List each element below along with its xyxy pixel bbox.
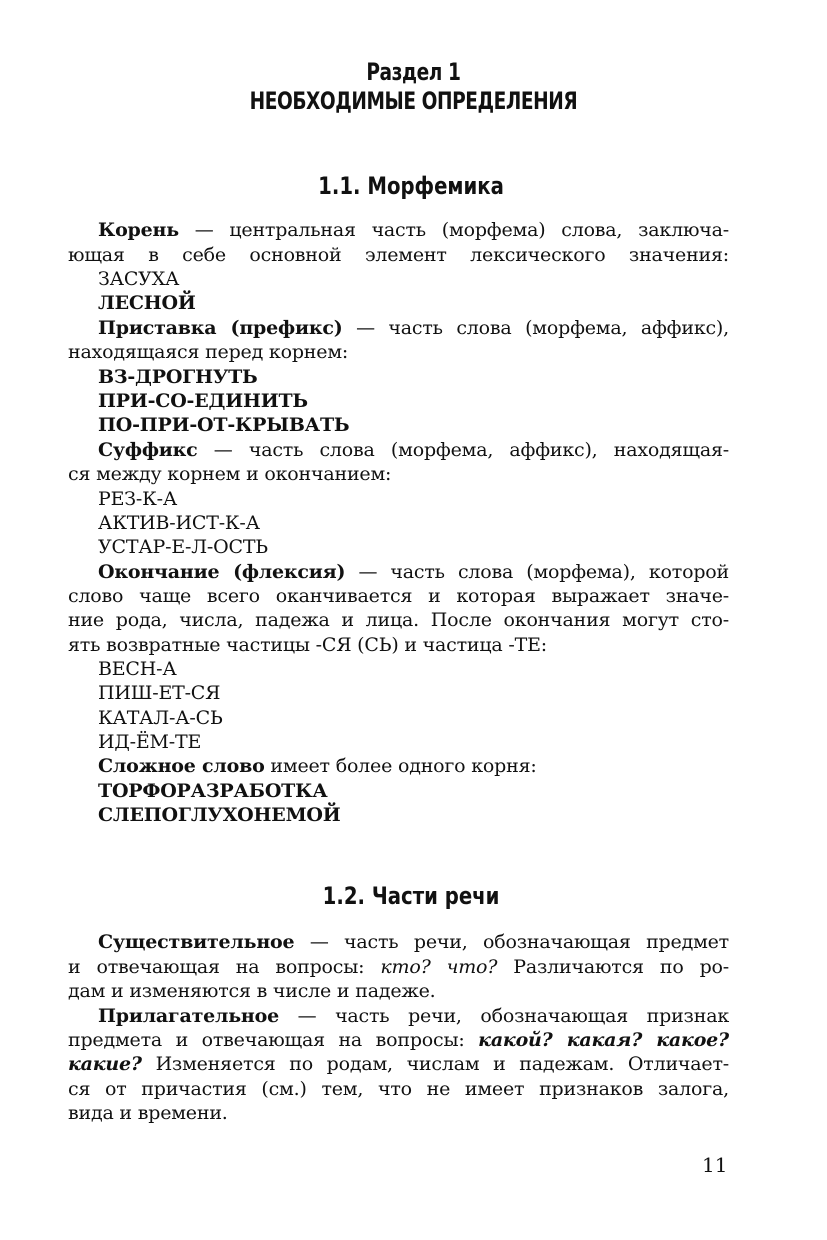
definition-line: ющая в себе основной элемент лексического значения: xyxy=(68,244,729,266)
example-word: КАТАЛ-А-СЬ xyxy=(98,707,223,729)
definition-text: — часть речи, обозначающая признак xyxy=(279,1005,729,1027)
example-word: ИД-ЁМ-ТЕ xyxy=(98,731,202,753)
definition-text: и отвечающая на вопросы: xyxy=(68,956,381,978)
question-text: какой? какая? какое? xyxy=(478,1029,729,1051)
term-noun: Существительное xyxy=(98,931,295,953)
definition-text: — центральная часть (морфема) слова, заключа- xyxy=(178,219,729,241)
subsection-heading-parts-of-speech: 1.2. Части речи xyxy=(322,882,500,910)
definition-text: имеет более одного корня: xyxy=(264,755,537,777)
definition-text: — часть слова (морфема, аффикс), xyxy=(342,317,729,339)
question-text: какие? xyxy=(68,1053,142,1075)
example-word: ПО-ПРИ-ОТ-КРЫВАТЬ xyxy=(98,414,350,436)
definition-line xyxy=(68,1028,729,1052)
suffix-definition-line xyxy=(98,438,729,462)
example-word: ЛЕСНОЙ xyxy=(98,292,196,314)
definition-text: — часть слова (морфема), которой xyxy=(345,561,730,583)
term-adjective: Прилагательное xyxy=(98,1005,280,1027)
example-word: УСТАР-Е-Л-ОСТЬ xyxy=(98,536,268,558)
definition-line xyxy=(68,1052,729,1076)
page-number: 11 xyxy=(702,1153,728,1177)
term-compound: Сложное слово xyxy=(98,755,265,777)
adjective-definition-line xyxy=(98,1004,729,1028)
example-word: ПРИ-СО-ЕДИНИТЬ xyxy=(98,390,308,412)
section-label: Раздел 1 xyxy=(366,58,461,86)
definition-line xyxy=(68,955,729,979)
noun-definition-line xyxy=(98,930,729,954)
definition-line: находящаяся перед корнем: xyxy=(68,341,349,363)
definition-text: предмета и отвечающая на вопросы: xyxy=(68,1029,479,1051)
example-word: ВЕСН-А xyxy=(98,658,177,680)
definition-text: — часть речи, обозначающая предмет xyxy=(294,931,729,953)
root-definition-line xyxy=(98,218,729,242)
definition-text: Различаются по ро- xyxy=(497,956,729,978)
definition-line: вида и времени. xyxy=(68,1102,228,1124)
definition-line: ся от причастия (см.) тем, что не имеет признаков залога, xyxy=(68,1078,729,1100)
compound-definition-line xyxy=(98,754,729,778)
ending-definition-line xyxy=(98,560,729,584)
term-ending: Окончание (флексия) xyxy=(98,561,346,583)
example-word: ПИШ-ЕТ-СЯ xyxy=(98,682,221,704)
definition-line: ять возвратные частицы -СЯ (СЬ) и частица -ТЕ: xyxy=(68,634,547,656)
example-word: СЛЕПОГЛУХОНЕМОЙ xyxy=(98,804,341,826)
example-word: ЗАСУХА xyxy=(98,268,180,290)
term-prefix: Приставка (префикс) xyxy=(98,317,343,339)
subsection-heading-morphemics: 1.1. Морфемика xyxy=(318,172,504,200)
example-word: АКТИВ-ИСТ-К-А xyxy=(98,512,260,534)
section-title: НЕОБХОДИМЫЕ ОПРЕДЕЛЕНИЯ xyxy=(249,87,578,115)
question-text: кто? что? xyxy=(380,956,498,978)
definition-text: — часть слова (морфема, аффикс), находящая- xyxy=(197,439,729,461)
term-root: Корень xyxy=(98,219,179,241)
definition-line: ние рода, числа, падежа и лица. После окончания могут сто- xyxy=(68,609,729,631)
definition-text: Изменяется по родам, числам и падежам. Отличает- xyxy=(141,1053,729,1075)
example-word: РЕЗ-К-А xyxy=(98,488,178,510)
definition-line: слово чаще всего оканчивается и которая выражает значе- xyxy=(68,585,729,607)
example-word: ТОРФОРАЗРАБОТКА xyxy=(98,780,328,802)
prefix-definition-line xyxy=(98,316,729,340)
definition-line: ся между корнем и окончанием: xyxy=(68,463,392,485)
definition-line: дам и изменяются в числе и падеже. xyxy=(68,980,436,1002)
example-word: ВЗ-ДРОГНУТЬ xyxy=(98,366,258,388)
term-suffix: Суффикс xyxy=(98,439,198,461)
